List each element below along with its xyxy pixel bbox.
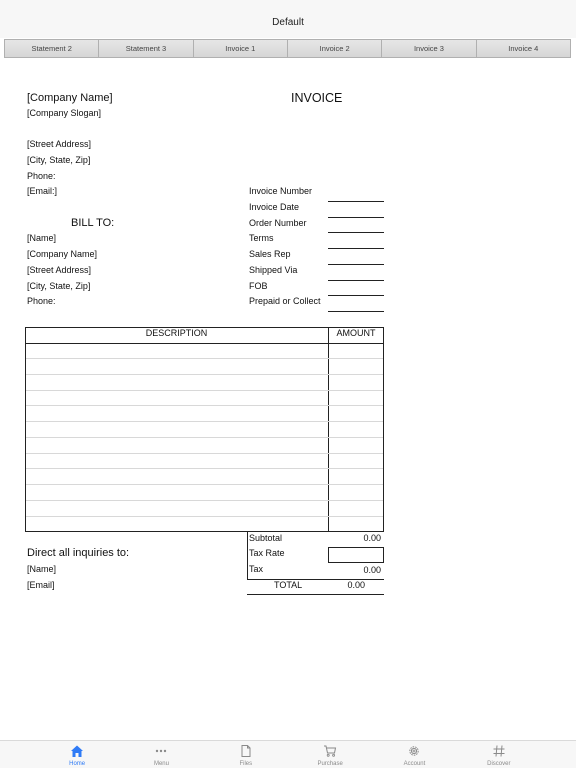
tab-menu[interactable] [126, 741, 196, 768]
company-city[interactable]: [City, State, Zip] [27, 155, 91, 165]
tab-purchase-label: Purchase [317, 761, 343, 767]
invoice-date-label: Invoice Date [249, 202, 300, 212]
gear-icon [406, 743, 422, 759]
description-header: DESCRIPTION [145, 328, 208, 338]
company-name[interactable]: [Company Name] [27, 92, 113, 104]
table-row[interactable] [26, 358, 383, 359]
tax-value: 0.00 [363, 565, 381, 575]
more-icon [153, 743, 169, 759]
terms-label: Terms [249, 233, 274, 243]
tax-rate-input[interactable] [328, 547, 384, 563]
inquiries-heading: Direct all inquiries to: [27, 547, 130, 559]
totals-left-border [247, 532, 248, 580]
prepaid-collect-field[interactable] [328, 311, 384, 312]
table-row[interactable] [26, 374, 383, 375]
bill-to-phone[interactable]: Phone: [27, 296, 56, 306]
tab-files-label: Files [239, 761, 253, 767]
page-title: Default [272, 17, 304, 28]
invoice-number-label: Invoice Number [249, 186, 313, 196]
inquiries-email[interactable]: [Email] [27, 580, 55, 590]
tab-files[interactable] [211, 741, 281, 768]
home-icon [69, 743, 85, 759]
bill-to-name[interactable]: [Name] [27, 233, 57, 243]
sales-rep-label: Sales Rep [249, 249, 291, 259]
table-row[interactable] [26, 390, 383, 391]
invoice-heading: INVOICE [291, 91, 343, 105]
tab-statement-2[interactable]: Statement 2 [5, 40, 99, 57]
inquiries-name[interactable]: [Name] [27, 564, 57, 574]
tab-invoice-3[interactable]: Invoice 3 [382, 40, 476, 57]
fob-label: FOB [249, 281, 268, 291]
fob-field[interactable] [328, 295, 384, 296]
bill-to-company[interactable]: [Company Name] [27, 249, 98, 259]
tab-home[interactable] [42, 741, 112, 768]
table-row[interactable] [26, 405, 383, 406]
company-phone[interactable]: Phone: [27, 171, 56, 181]
invoice-date-field[interactable] [328, 217, 384, 218]
total-divider [247, 594, 384, 595]
file-icon [238, 743, 254, 759]
total-value: 0.00 [347, 580, 365, 590]
invoice-sheet [0, 58, 576, 740]
company-slogan[interactable]: [Company Slogan] [27, 108, 102, 118]
shipped-via-label: Shipped Via [249, 265, 298, 275]
total-label: TOTAL [274, 580, 303, 590]
table-row[interactable] [26, 500, 383, 501]
nav-bar [0, 0, 576, 38]
tab-menu-label: Menu [153, 761, 169, 767]
terms-field[interactable] [328, 248, 384, 249]
table-row[interactable] [26, 437, 383, 438]
tab-invoice-1[interactable]: Invoice 1 [194, 40, 288, 57]
table-row[interactable] [26, 484, 383, 485]
tab-discover[interactable] [464, 741, 534, 768]
table-row[interactable] [26, 453, 383, 454]
table-row[interactable] [26, 468, 383, 469]
bill-to-heading: BILL TO: [71, 217, 115, 229]
tab-invoice-2[interactable]: Invoice 2 [288, 40, 382, 57]
hashtag-icon [491, 743, 507, 759]
cart-icon [322, 743, 338, 759]
tab-statement-3[interactable]: Statement 3 [99, 40, 193, 57]
order-number-field[interactable] [328, 232, 384, 233]
tab-invoice-4[interactable]: Invoice 4 [477, 40, 570, 57]
tab-account[interactable] [379, 741, 449, 768]
sheet-tabs [4, 39, 571, 58]
prepaid-collect-label: Prepaid or Collect [249, 296, 321, 306]
tab-account-label: Account [403, 761, 426, 767]
bottom-tab-bar [0, 740, 576, 768]
sales-rep-field[interactable] [328, 264, 384, 265]
subtotal-value: 0.00 [363, 533, 381, 543]
tab-purchase[interactable] [295, 741, 365, 768]
order-number-label: Order Number [249, 218, 307, 228]
tab-discover-label: Discover [487, 761, 511, 767]
bill-to-street[interactable]: [Street Address] [27, 265, 92, 275]
bill-to-city[interactable]: [City, State, Zip] [27, 281, 91, 291]
tax-label: Tax [249, 564, 264, 574]
tab-home-label: Home [69, 761, 86, 767]
invoice-number-field[interactable] [328, 201, 384, 202]
table-row[interactable] [26, 516, 383, 517]
amount-header: AMOUNT [336, 328, 376, 338]
table-header-divider [25, 343, 384, 344]
company-email[interactable]: [Email:] [27, 186, 58, 196]
table-row[interactable] [26, 421, 383, 422]
tax-rate-label: Tax Rate [249, 548, 285, 558]
company-street[interactable]: [Street Address] [27, 139, 92, 149]
subtotal-label: Subtotal [249, 533, 283, 543]
shipped-via-field[interactable] [328, 280, 384, 281]
